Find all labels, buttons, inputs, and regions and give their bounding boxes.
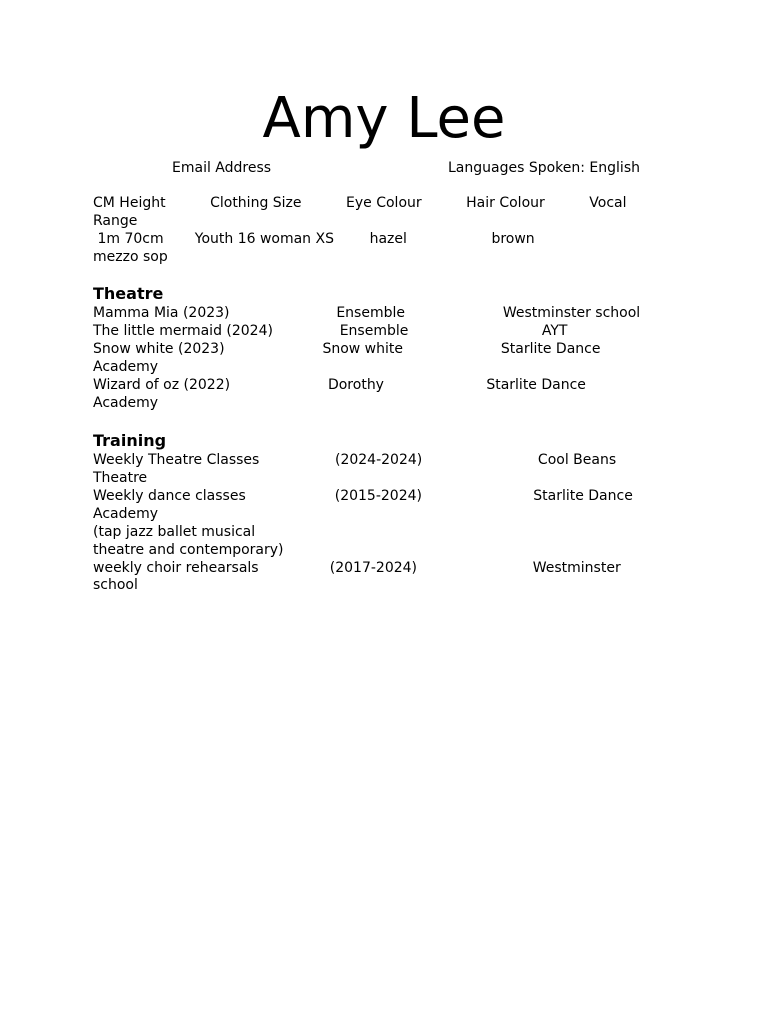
training-line: Weekly Theatre Classes (2024-2024) Cool Beans [93,452,617,468]
email-label: Email Address [172,160,272,176]
theatre-line: Wizard of oz (2022) Dorothy Starlite Dance [93,377,586,393]
theatre-line: Academy [93,395,159,411]
languages-spoken: Languages Spoken: English [448,160,640,176]
training-line: Academy [93,506,159,522]
theatre-heading: Theatre [93,284,164,303]
stats-values-wrap: mezzo sop [93,249,168,265]
stats-headers-wrap: Range [93,213,138,229]
training-heading: Training [93,431,167,450]
training-line: (tap jazz ballet musical [93,524,256,540]
stats-values: 1m 70cm Youth 16 woman XS hazel brown [93,231,535,247]
training-line: Weekly dance classes (2015-2024) Starlite Dance [93,488,633,504]
theatre-line: Snow white (2023) Snow white Starlite Dance [93,341,601,357]
training-line: Theatre [93,470,148,486]
training-line: school [93,577,138,593]
theatre-line: The little mermaid (2024) Ensemble AYT [93,323,568,339]
theatre-line: Mamma Mia (2023) Ensemble Westminster school [93,305,641,321]
training-line: weekly choir rehearsals (2017-2024) Westminster [93,560,621,576]
training-line: theatre and contemporary) [93,542,284,558]
theatre-line: Academy [93,359,159,375]
resume-name: Amy Lee [262,86,506,151]
stats-headers: CM Height Clothing Size Eye Colour Hair Colour Vocal [93,195,627,211]
